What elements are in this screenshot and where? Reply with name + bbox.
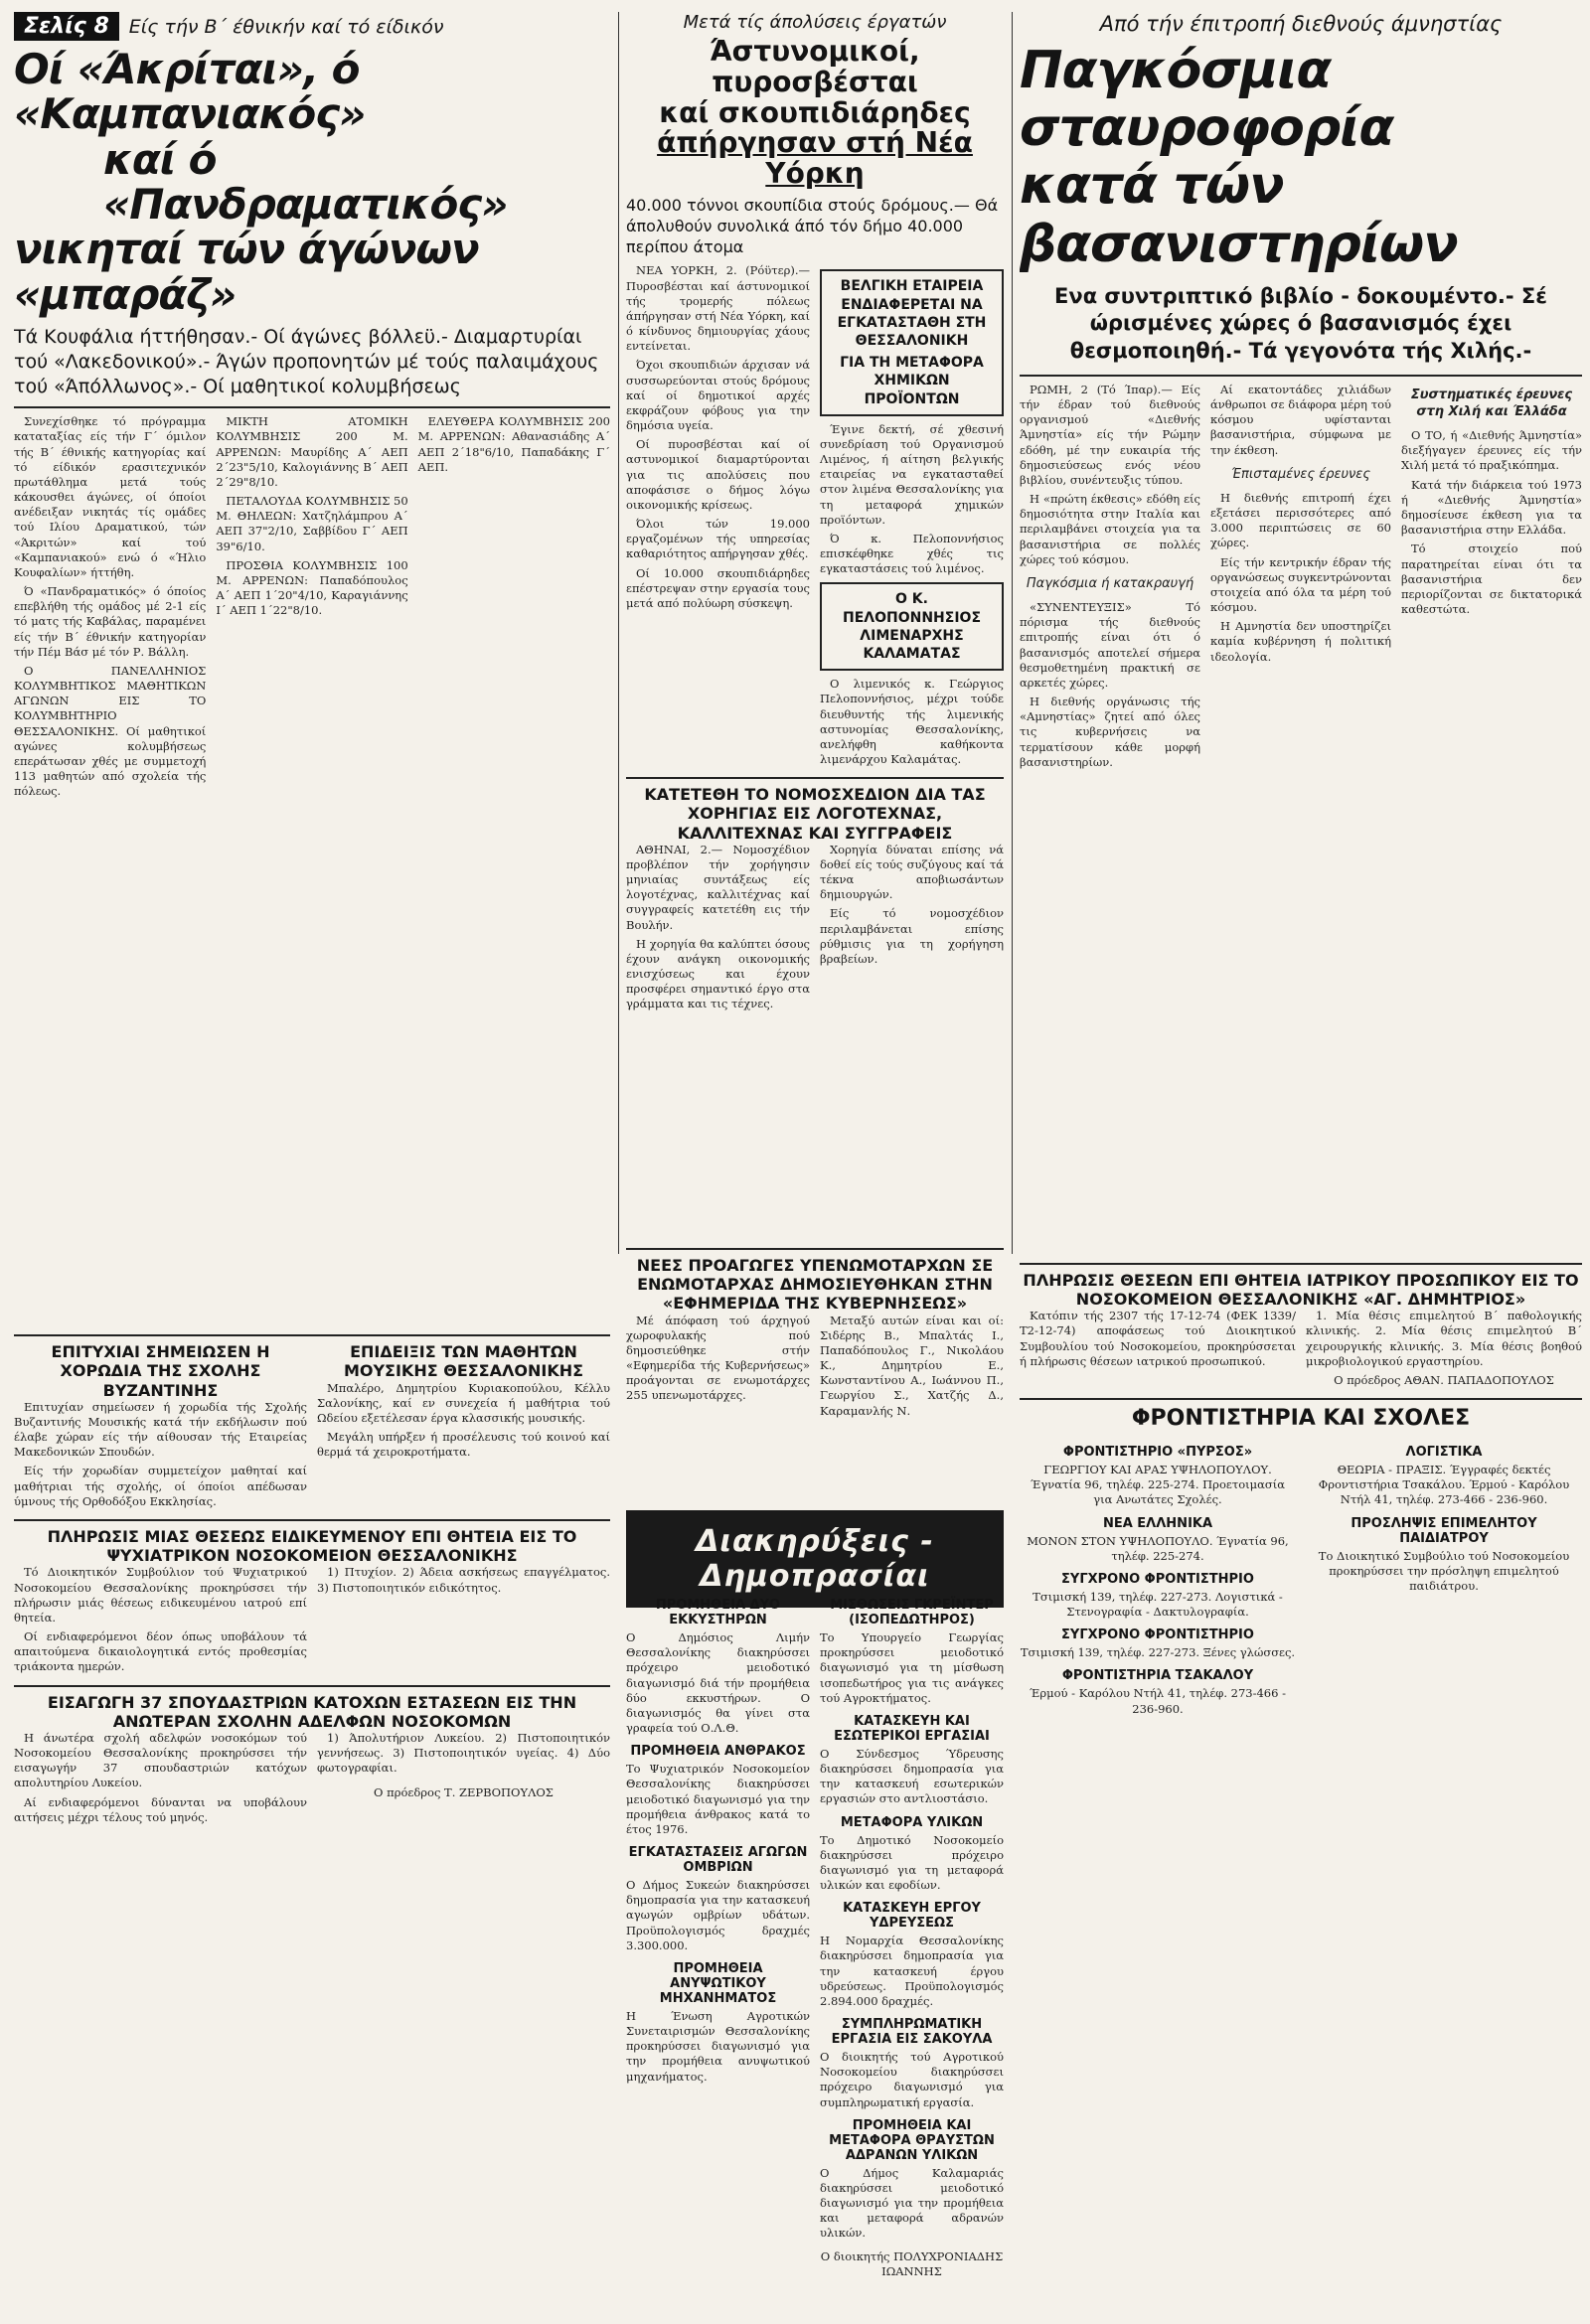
ad-title: ΦΡΟΝΤΙΣΤΗΡΙΟ «ΠΥΡΣΟΣ»	[1062, 1445, 1253, 1461]
paragraph: Οί 10.000 σκουπιδιάρηδες επέστρεψαν στην εργασία τους μετά από πολύωρη σύσκεψη.	[626, 565, 810, 610]
paragraph: Είς τήν χορωδίαν συμμετείχον μαθηταί καί μαθήτριαι τής σχολής, οί όποίοι απέδωσαν ύμνους τής Ορθοδόξου Εκκλησίας.	[14, 1464, 307, 1508]
subhead: Παγκόσμια ή κατακραυγή	[1026, 575, 1194, 591]
promotions-body	[626, 1314, 1004, 1423]
ad-title: ΣΥΓΧΡΟΝΟ ΦΡΟΝΤΙΣΤΗΡΙΟ	[1061, 1571, 1254, 1587]
ad-text: Το Διοικητικό Συμβούλιο τού Νοσοκομείου προκηρύσσει την πρόσληψη επιμελητού παιδιάτρου.	[1318, 1548, 1570, 1593]
tender-title: ΠΡΟΜΗΘΕΙΑ ΚΑΙ ΜΕΤΑΦΟΡΑ ΘΡΑΥΣΤΩΝ ΑΔΡΑΝΩΝ ΥΛΙΚΩΝ	[829, 2117, 995, 2163]
paragraph: Η άνωτέρα σχολή αδελφών νοσοκόμων τού Νοσοκομείου Θεσσαλονίκης προκηρύσσει τήν εισαγωγήν 37 σπουδαστριών κατόχων απολυτηρίου Λυκείου.	[14, 1730, 307, 1790]
headline-line: νικηταί τών άγώνων «μπαράζ»	[14, 225, 479, 319]
paragraph: Η διεθνής επιτροπή έχει εξετάσει περισσότερες από 3.000 περιπτώσεις σε 60 χώρες.	[1210, 490, 1391, 550]
divider	[14, 1519, 610, 1521]
paragraph: ΕΛΕΥΘΕΡΑ ΚΟΛΥΜΒΗΣΙΣ 200 Μ. ΑΡΡΕΝΩΝ: Αθανασιάδης Α΄ ΑΕΠ 2΄18"6/10, Παπαδάκης Γ΄ ΑΕΠ.	[417, 414, 610, 474]
headline-line: κατά τών βασανιστηρίων	[1020, 156, 1458, 274]
tender-text: Ο Σύνδεσμος Ύδρευσης διακηρύσσει δημοπρασία για την κατασκευή εσωτερικών εργασιών στο αντλιοστάσιο.	[820, 1746, 1004, 1806]
tender-text: Ο διοικητής τού Αγροτικού Νοσοκομείου διακηρύσσει πρόχειρο διαγωνισμό για συμπληρωματική εργασία.	[820, 2050, 1004, 2109]
divider	[626, 777, 1004, 779]
ad-text: ΓΕΩΡΓΙΟΥ ΚΑΙ ΑΡΑΣ ΥΨΗΛΟΠΟΥΛΟΥ. Έγνατία 96, τηλέφ. 225-274. Προετοιμασία για Ανωτάτες Σχολές.	[1030, 1463, 1285, 1507]
paragraph: 1. Μία θέσις επιμελητού Β΄ παθολογικής κλινικής. 2. Μία θέσις επιμελητού Β΄ χειρουργικής κλινικής. 3. Μία θέσις βοηθού μικροβιολογικού εργαστηρίου.	[1306, 1309, 1582, 1368]
amnesty-headline	[1020, 42, 1582, 273]
nursing-body	[14, 1731, 610, 1829]
choir-headline: ΕΠΙΤΥΧΙΑΙ ΣΗΜΕΙΩΣΕΝ Η ΧΟΡΩΔΙΑ ΤΗΣ ΣΧΟΛΗΣ ΒΥΖΑΝΤΙΝΗΣ	[51, 1342, 270, 1400]
paragraph: 1) Άπολυτήριον Λυκείου. 2) Πιστοποιητικόν γεννήσεως. 3) Πιστοποιητικόν υγείας. 4) Δύο φωτογραφίαι.	[317, 1730, 610, 1776]
paragraph: Τό Διοικητικόν Συμβούλιον τού Ψυχιατρικού Νοσοκομείου Θεσσαλονίκης προκηρύσσει τήν πλήρωσιν μιάς θέσεως ειδικευμένου ιατρού επί θητεία.	[14, 1565, 307, 1625]
tender-text: Ο Δήμος Συκεών διακηρύσσει δημοπρασία για την κατασκευή αγωγών ομβρίων υδάτων. Προϋπολογισμός δραχμές 3.300.000.	[626, 1878, 810, 1952]
tender-text: Η Ένωση Αγροτικών Συνεταιρισμών Θεσσαλονίκης προκηρύσσει διαγωνισμό για την προμήθεια ανυψωτικού μηχανήματος.	[626, 2008, 810, 2084]
psychiatric-headline: ΠΛΗΡΩΣΙΣ ΜΙΑΣ ΘΕΣΕΩΣ ΕΙΔΙΚΕΥΜΕΝΟΥ ΕΠΙ ΘΗΤΕΙΑ ΕΙΣ ΤΟ ΨΥΧΙΑΤΡΙΚΟΝ ΝΟΣΟΚΟΜΕΙΟΝ ΘΕΣΣΑΛΟΝΙΚΗΣ	[47, 1526, 577, 1566]
hospital-body	[1020, 1309, 1582, 1392]
signature: Ο πρόεδρος ΑΘΑΝ. ΠΑΠΑΔΟΠΟΥΛΟΣ	[1334, 1372, 1554, 1387]
signature: Ο διοικητής ΠΟΛΥΧΡΟΝΙΑΔΗΣ ΙΩΑΝΝΗΣ	[820, 2248, 1004, 2278]
paragraph: Οί πυροσβέσται καί οί αστυνομικοί διαμαρτύρονται για τις απολύσεις που αποφάσισε ο δήμος λόγω οικονομικής κρίσεως.	[626, 437, 810, 512]
tenders-area	[626, 1590, 1004, 2305]
promotions-headline: ΝΕΕΣ ΠΡΟΑΓΩΓΕΣ ΥΠΕΝΩΜΟΤΑΡΧΩΝ ΣΕ ΕΝΩΜΟΤΑΡΧΑΣ ΔΗΜΟΣΙΕΥΘΗΚΑΝ ΣΤΗΝ «ΕΦΗΜΕΡΙΔΑ ΤΗΣ ΚΥΒΕΡΝΗΣΕΩΣ»	[636, 1256, 994, 1314]
belgian-box	[820, 269, 1004, 415]
harbor-body	[820, 677, 1004, 767]
tender-text: Το Υπουργείο Γεωργίας προκηρύσσει μειοδοτικό διαγωνισμό για τη μίσθωση ισοπεδωτήρος για τις ανάγκες τού Αγροκτήματος.	[820, 1630, 1004, 1705]
section-header	[14, 12, 610, 41]
headline-line: Άστυνομικοί, πυροσβέσται	[710, 35, 920, 98]
headline-line: άπήργησαν στή Νέα Υόρκη	[657, 126, 973, 191]
paragraph: Ο λιμενικός κ. Γεώργιος Πελοποννήσιος, μέχρι τούδε διευθυντής τής λιμενικής αστυνομίας Θεσσαλονίκης, ανελήφθη καθήκοντα λιμενάρχου Καλαμάτας.	[820, 677, 1004, 767]
paragraph: «ΣΥΝΕΝΤΕΥΞΙΣ» Τό πόρισμα τής διεθνούς επιτροπής είναι ότι ό βασανισμός αποτελεί σήμερα θεσμοθετημένη πρακτική σε αρκετές χώρες.	[1020, 600, 1200, 690]
nursing-headline: ΕΙΣΑΓΩΓΗ 37 ΣΠΟΥΔΑΣΤΡΙΩΝ ΚΑΤΟΧΩΝ ΕΣΤΑΣΕΩΝ ΕΙΣ ΤΗΝ ΑΝΩΤΕΡΑΝ ΣΧΟΛΗΝ ΑΔΕΛΦΩΝ ΝΟΣΟΚΟΜΩΝ	[47, 1692, 577, 1731]
subhead: Συστηματικές έρευνες στη Χιλή και Έλλάδα	[1410, 387, 1573, 419]
paragraph: Συνεχίσθηκε τό πρόγραμμα καταταξίας είς τήν Γ΄ όμιλον τής Β΄ έθνικής κατηγορίας καί τό είδικόν ερασιτεχνικόν πρωτάθλημα μετά τούς κάκουσθει άγώνες, οί όποίοι ανέδειξαν νικητάς τίς ομάδες τού Ιλίου Δραματικού, τών «Άκριτών» καί τού «Καμπανιακού» ενώ ό «Ήλιο Κουφαλίων» ήττήθη.	[14, 414, 207, 579]
tender-text: Ο Δήμος Καλαμαριάς διακηρύσσει μειοδοτικό διαγωνισμό για την προμήθεια και μεταφορά αδρανών υλικών.	[820, 2165, 1004, 2241]
tender-title: ΠΡΟΜΗΘΕΙΑ ΑΝΘΡΑΚΟΣ	[630, 1744, 806, 1760]
tender-title: ΕΓΚΑΤΑΣΤΑΣΕΙΣ ΑΓΩΓΩΝ ΟΜΒΡΙΩΝ	[628, 1845, 808, 1876]
music-body	[317, 1381, 610, 1461]
paragraph: Επιτυχίαν σημείωσεν ή χορωδία τής Σχολής Βυζαντινής Μουσικής κατά τήν εκδήλωσιν πού έλαβε χώραν είς τήν αίθουσαν τής Εταιρείας Μακεδονικών Σπουδών.	[14, 1399, 307, 1460]
ad-text: Τσιμισκή 139, τηλέφ. 227-273. Ξένες γλώσσες.	[1020, 1645, 1296, 1660]
ad-title: ΠΡΟΣΛΗΨΙΣ ΕΠΙΜΕΛΗΤΟΥ ΠΑΙΔΙΑΤΡΟΥ	[1351, 1515, 1537, 1546]
paragraph: Η διεθνής οργάνωσις τής «Αμνηστίας» ζητεί από όλες τις κυβερνήσεις να τερματίσουν κάθε μορφή βασανιστηρίων.	[1020, 695, 1200, 769]
amnesty-deck: Ενα συντριπτικό βιβλίο - δοκουμέντο.- Σέ ώρισμένες χώρες ό βασανισμός έχει θεσμοποιηθή.- Τά γεγονότα τής Χιλής.-	[1054, 283, 1547, 363]
paragraph: Ό κ. Πελοποννήσιος επισκέφθηκε χθές τις εγκαταστάσεις τού λιμένος.	[820, 531, 1004, 576]
ad-text: Έρμού - Καρόλου Ντήλ 41, τηλέφ. 273-466 - 236-960.	[1030, 1686, 1286, 1716]
hospital-headline: ΠΛΗΡΩΣΙΣ ΘΕΣΕΩΝ ΕΠΙ ΘΗΤΕΙΑ ΙΑΤΡΙΚΟΥ ΠΡΟΣΩΠΙΚΟΥ ΕΙΣ ΤΟ ΝΟΣΟΚΟΜΕΙΟΝ ΘΕΣΣΑΛΟΝΙΚΗΣ «ΑΓ. ΔΗΜΗΤΡΙΟΣ»	[1023, 1270, 1579, 1310]
column-amnesty	[1020, 12, 1582, 2317]
column-rule	[618, 12, 619, 1254]
paragraph: Μπαλέρο, Δημητρίου Κυριακοπούλου, Κέλλυ Σαλονίκης, καί εν συνεχεία ή μαθήτρια τού Ωδείου εξετέλεσαν έργα κλασσικής μουσικής.	[317, 1380, 610, 1425]
tender-title: ΜΕΤΑΦΟΡΑ ΥΛΙΚΩΝ	[840, 1814, 984, 1830]
paragraph: Όχοι σκουπιδιών άρχισαν νά συσσωρεύονται στούς δρόμους καί οί δημοτικοί αρχές εκφράζουν φόβους για την δημόσια υγεία.	[626, 358, 810, 433]
column-promotions	[626, 1242, 1004, 1480]
ny-body	[626, 263, 810, 771]
paragraph: Η χορηγία θα καλύπτει όσους έχουν ανάγκη οικονομικής ενισχύσεως και έχουν προσφέρει σημαντικό έργο στα γράμματα και τις τέχνες.	[626, 936, 810, 1011]
grants-headline: ΚΑΤΕΤΕΘΗ ΤΟ ΝΟΜΟΣΧΕΔΙΟΝ ΔΙΑ ΤΑΣ ΧΟΡΗΓΙΑΣ ΕΙΣ ΛΟΓΟΤΕΧΝΑΣ, ΚΑΛΛΙΤΕΧΝΑΣ ΚΑΙ ΣΥΓΓΡΑΦΕΙΣ	[644, 785, 986, 843]
paragraph: Είς τήν κεντρικήν έδραν τής οργανώσεως συγκεντρώνονται στοιχεία από όλα τα μέρη τού κόσμου.	[1210, 554, 1391, 615]
paragraph: ΠΕΤΑΛΟΥΔΑ ΚΟΛΥΜΒΗΣΙΣ 50 Μ. ΘΗΛΕΩΝ: Χατζηλάμπρου Α΄ ΑΕΠ 37"2/10, Σαββίδου Γ΄ ΑΕΠ 39"6/10.	[216, 494, 408, 553]
ad-text: ΜΟΝΟΝ ΣΤΟΝ ΥΨΗΛΟΠΟΥΛΟ. Έγνατία 96, τηλέφ. 225-274.	[1027, 1533, 1289, 1563]
belgian-body	[820, 422, 1004, 577]
ad-text: ΘΕΩΡΙΑ - ΠΡΑΞΙΣ. Έγγραφές δεκτές Φροντιστήρια Τσακάλου. Έρμού - Καρόλου Ντήλ 41, τηλέφ. 273-466 - 236-960.	[1318, 1463, 1570, 1507]
paragraph: Η Αμνηστία δεν υποστηρίζει καμία κυβέρνηση ή πολιτική ιδεολογία.	[1210, 619, 1391, 664]
tender-title: ΜΙΣΘΩΣΕΙΣ ΓΚΡΕΪΝΤΕΡ (ΙΣΟΠΕΔΩΤΗΡΟΣ)	[830, 1598, 994, 1627]
tutoring-grid	[1020, 1437, 1582, 1717]
paragraph: Ο ΤΟ, ή «Διεθνής Άμνηστία» διεξήγαγεν έρευνες είς τήν Χιλή μετά τό πραξικόπημα.	[1401, 428, 1582, 473]
ad-title: ΣΥΓΧΡΟΝΟ ΦΡΟΝΤΙΣΤΗΡΙΟ	[1061, 1627, 1254, 1643]
paragraph: Χορηγία δύναται επίσης νά δοθεί είς τούς συζύγους καί τά τέκνα αποβιωσάντων δημιουργών.	[820, 842, 1004, 902]
paragraph: Τό στοιχείο πού παρατηρείται είναι ότι τα βασανιστήρια δεν περιορίζονται σε δικτατορικά καθεστώτα.	[1401, 542, 1582, 617]
paragraph: Ο ΠΑΝΕΛΛΗΝΙΟΣ ΚΟΛΥΜΒΗΤΙΚΟΣ ΜΑΘΗΤΙΚΩΝ ΑΓΩΝΩΝ ΕΙΣ ΤΟ ΚΟΛΥΜΒΗΤΗΡΙΟ ΘΕΣΣΑΛΟΝΙΚΗΣ. Οί μαθητικοί αγώνες κολυμβήσεως επεράτωσαν χθές με συμμετοχή 113 μαθητών από σχολεία τής πόλεως.	[14, 663, 207, 799]
paragraph: Είς τό νομοσχέδιον περιλαμβάνεται επίσης ρύθμισις για τη χορήγηση βραβείων.	[820, 906, 1004, 966]
sports-body	[14, 414, 610, 1328]
grants-body	[626, 843, 1004, 1016]
divider	[14, 1685, 610, 1687]
choir-body	[14, 1400, 307, 1509]
paragraph: Κατά τήν διάρκεια τού 1973 ή «Διεθνής Άμνηστία» δημοσίευσε έκθεση για τα βασανιστήρια στην Ελλάδα.	[1401, 477, 1582, 538]
ny-body-row	[626, 263, 1004, 771]
divider	[14, 1334, 610, 1336]
divider	[1020, 1398, 1582, 1400]
divider	[626, 1248, 1004, 1250]
section-tag: Σελίς 8	[14, 12, 119, 41]
sports-deck: Τά Κουφάλια ήττήθησαν.- Οί άγώνες βόλλεϋ.- Διαμαρτυρίαι τού «Λακεδονικού».- Άγών προπονητών μέ τούς παλαιμάχους τού «Άπόλλωνος».- Οί μαθητικοί κολυμβήσεως	[14, 326, 599, 397]
ny-headline	[626, 37, 1004, 190]
column-rule	[1012, 12, 1013, 1254]
paragraph: 1) Πτυχίον. 2) Άδεια ασκήσεως επαγγέλματος. 3) Πιστοποιητικόν ειδικότητος.	[317, 1565, 610, 1595]
tenders-grid	[626, 1590, 1004, 2279]
headline-line: καί σκουπιδιάρηδες	[659, 95, 971, 129]
harbor-box: Ο Κ. ΠΕΛΟΠΟΝΝΗΣΙΟΣ ΛΙΜΕΝΑΡΧΗΣ ΚΑΛΑΜΑΤΑΣ	[820, 582, 1004, 671]
paragraph: ΑΘΗΝΑΙ, 2.— Νομοσχέδιον προβλέπον τήν χορήγησιν μηνιαίας συντάξεως είς λογοτέχνας, καλλιτέχνας καί συγγραφείς κατετέθη εις τήν Βουλήν.	[626, 842, 810, 932]
paragraph: Οί ενδιαφερόμενοι δέον όπως υποβάλουν τά απαιτούμενα δικαιολογητικά εντός προθεσμίας τριάκοντα ημερών.	[14, 1629, 307, 1674]
paragraph: Μέ άπόφαση τού άρχηγού χωροφυλακής πού δημοσιεύθηκε στήν «Εφημερίδα τής Κυβερνήσεως» προάγονται σε ενωμοτάρχες 255 υπενωμοτάρχες.	[626, 1313, 810, 1403]
box-line: ΒΕΛΓΙΚΗ ΕΤΑΙΡΕΙΑ ΕΝΔΙΑΦΕΡΕΤΑΙ ΝΑ ΕΓΚΑΤΑΣΤΑΘΗ ΣΤΗ ΘΕΣΣΑΛΟΝΙΚΗ	[837, 278, 987, 349]
ny-kicker: Μετά τίς άπολύσεις έργατών	[683, 12, 947, 33]
signature: Ο πρόεδρος Τ. ΖΕΡΒΟΠΟΥΛΟΣ	[374, 1785, 554, 1800]
ny-deck: 40.000 τόννοι σκουπίδια στούς δρόμους.— Θά άπολυθούν συνολικά άπό τόν δήμο 40.000 περίπου άτομα	[626, 195, 999, 256]
paragraph: Αί εκατοντάδες χιλιάδων άνθρωποι σε διάφορα μέρη τού κόσμου υφίστανται βασανιστήρια, σύμφωνα με την έκθεση.	[1210, 382, 1391, 457]
paragraph: ΝΕΑ ΥΟΡΚΗ, 2. (Ρόϋτερ).— Πυροσβέσται καί άστυνομικοί τής τρομερής πόλεως άπήργησαν στή Νέα Υόρκη, καί ό κίνδυνος δημιουργίας χάους εντείνεται.	[626, 263, 810, 354]
amnesty-kicker: Από τήν έπιτροπή διεθνούς άμνηστίας	[1099, 12, 1503, 36]
tenders-banner: Διακηρύξεις - Δημοπρασίαι	[626, 1510, 1004, 1608]
ad-text: Τσιμισκή 139, τηλέφ. 227-273. Λογιστικά - Στενογραφία - Δακτυλογραφία.	[1033, 1589, 1283, 1620]
tender-text: Το Δημοτικό Νοσοκομείο διακηρύσσει πρόχειρο διαγωνισμό για τη μεταφορά υλικών και εφοδίων.	[820, 1832, 1004, 1893]
paragraph: Κατόπιν τής 2307 τής 17-12-74 (ΦΕΚ 1339/Τ2-12-74) αποφάσεως τού Διοικητικού Συμβουλίου τού Νοσοκομείου, προκηρύσσεται ή πλήρωσις θέσεων ιατρικού προσωπικού.	[1020, 1309, 1296, 1368]
paragraph: Μεγάλη υπήρξεν ή προσέλευσις τού κοινού καί θερμά τά χειροκροτήματα.	[317, 1430, 610, 1460]
music-headline: ΕΠΙΔΕΙΞΙΣ ΤΩΝ ΜΑΘΗΤΩΝ ΜΟΥΣΙΚΗΣ ΘΕΣΣΑΛΟΝΙΚΗΣ	[343, 1342, 584, 1381]
tender-title: ΣΥΜΠΛΗΡΩΜΑΤΙΚΗ ΕΡΓΑΣΙΑ ΕΙΣ ΣΑΚΟΥΛΑ	[831, 2017, 993, 2048]
paragraph: Όλοι τών 19.000 εργαζομένων τής υπηρεσίας καθαριότητος απήργησαν χθές.	[626, 517, 810, 561]
choir-row	[14, 1342, 610, 1513]
ad-title: ΝΕΑ ΕΛΛΗΝΙΚΑ	[1102, 1515, 1213, 1531]
ad-title: ΛΟΓΙΣΤΙΚΑ	[1405, 1445, 1483, 1461]
paragraph: ΡΩΜΗ, 2 (Τό Ίπαρ).— Είς τήν έδραν τού διεθνούς οργανισμού «Διεθνής Άμνηστία» είς τήν Ρώμην εδόθη, μέ την ευκαιρία τής δημοσιεύσεως ενός νέου βιβλίου, συνέντευξις τύπου.	[1020, 382, 1200, 487]
amnesty-body	[1020, 383, 1582, 1257]
divider	[1020, 375, 1582, 377]
paragraph: ΜΙΚΤΗ ΑΤΟΜΙΚΗ ΚΟΛΥΜΒΗΣΙΣ 200 Μ. ΑΡΡΕΝΩΝ: Μαυρίδης Α΄ ΑΕΠ 2΄23"5/10, Καλογιάννης Β΄ ΑΕΠ 2΄29"8/10.	[216, 414, 408, 489]
paragraph: Η «πρώτη έκθεσις» εδόθη είς δημοσιότητα στην Ιταλία και περιλαμβάνει στοιχεία για τα βασανιστήρια σε πολλές χώρες τού κόσμου.	[1020, 492, 1200, 566]
headline-line: Οί «Άκρίται», ό «Καμπανιακός»	[14, 45, 366, 139]
tender-title: ΚΑΤΑΣΚΕΥΗ ΚΑΙ ΕΣΩΤΕΡΙΚΟΙ ΕΡΓΑΣΙΑΙ	[834, 1713, 990, 1744]
paragraph: Αί ενδιαφερόμενοι δύνανται να υποβάλουν αιτήσεις μέχρι τέλους τού μηνός.	[14, 1794, 307, 1824]
sports-headline	[14, 47, 610, 317]
tender-title: ΠΡΟΜΗΘΕΙΑ ΔΥΟ ΕΚΚΥΣΤΗΡΩΝ	[655, 1598, 781, 1627]
divider	[1020, 1263, 1582, 1265]
divider	[14, 406, 610, 408]
paragraph: Έγινε δεκτή, σέ χθεσινή συνεδρίαση τού Οργανισμού Λιμένος, ή αίτηση βελγικής εταιρείας να εγκατασταθεί στον λιμένα Θεσσαλονίκης για τη μεταφορά χημικών προϊόντων.	[820, 421, 1004, 527]
ad-title: ΦΡΟΝΤΙΣΤΗΡΙΑ ΤΣΑΚΑΛΟΥ	[1061, 1668, 1254, 1684]
tender-title: ΠΡΟΜΗΘΕΙΑ ΑΝΥΨΩΤΙΚΟΥ ΜΗΧΑΝΗΜΑΤΟΣ	[659, 1960, 777, 2006]
tender-title: ΚΑΤΑΣΚΕΥΗ ΕΡΓΟΥ ΥΔΡΕΥΣΕΩΣ	[843, 1901, 981, 1932]
sports-kicker: Είς τήν Β΄ έθνικήν καί τό είδικόν	[128, 15, 444, 38]
box-line: ΓΙΑ ΤΗ ΜΕΤΑΦΟΡΑ ΧΗΜΙΚΩΝ ΠΡΟΪΟΝΤΩΝ	[840, 355, 984, 407]
headline-line: καί ό «Πανδραματικός»	[103, 134, 508, 230]
column-newyork	[626, 12, 1004, 1244]
paragraph: ΠΡΟΣΘΙΑ ΚΟΛΥΜΒΗΣΙΣ 100 Μ. ΑΡΡΕΝΩΝ: Παπαδόπουλος Α΄ ΑΕΠ 1΄20"4/10, Καραγιάννης Ι΄ ΑΕΠ 1΄22"8/10.	[216, 557, 408, 618]
column-sports	[14, 12, 610, 2317]
tutoring-headline: ΦΡΟΝΤΙΣΤΗΡΙΑ ΚΑΙ ΣΧΟΛΕΣ	[1131, 1406, 1471, 1432]
paragraph: Ό «Πανδραματικός» ό όποίος επεβλήθη τής ομάδος μέ 2-1 είς τό ματς τής Καβάλας, παραμένει είς τήν Β΄ έθνικήν κατηγορίαν τήν Πέμ Βάσ μέ τόν Ρ. Βάλλη.	[14, 584, 207, 659]
tender-text: Το Ψυχιατρικόν Νοσοκομείον Θεσσαλονίκης διακηρύσσει μειοδοτικό διαγωνισμό για την προμήθεια άνθρακος κατά το έτος 1976.	[626, 1762, 810, 1836]
tender-text: Η Νομαρχία Θεσσαλονίκης διακηρύσσει δημοπρασία για την κατασκευή έργου υδρεύσεως. Προϋπολογισμός 2.894.000 δραχμές.	[820, 1934, 1004, 2008]
paragraph: Μεταξύ αυτών είναι και οί: Σιδέρης Β., Μπαλτάς Ι., Παπαδόπουλος Γ., Νικολάου Κ., Δημητρίου Ε., Κωνσταντίνου Α., Ιωάννου Π., Γεωργίου Σ., Χατζής Δ., Καραμανλής Ν.	[820, 1313, 1004, 1418]
subhead: Έπισταμένες έρευνες	[1231, 466, 1370, 482]
psychiatric-body	[14, 1565, 610, 1678]
tender-text: Ο Δημόσιος Λιμήν Θεσσαλονίκης διακηρύσσει πρόχειρο μειοδοτικό διαγωνισμό διά τήν προμήθεια δύο εκκυστήρων. Ο διαγωνισμός θα γίνει στα γραφεία τού Ο.Λ.Θ.	[626, 1630, 810, 1736]
headline-line: Παγκόσμια σταυροφορία	[1020, 41, 1394, 159]
